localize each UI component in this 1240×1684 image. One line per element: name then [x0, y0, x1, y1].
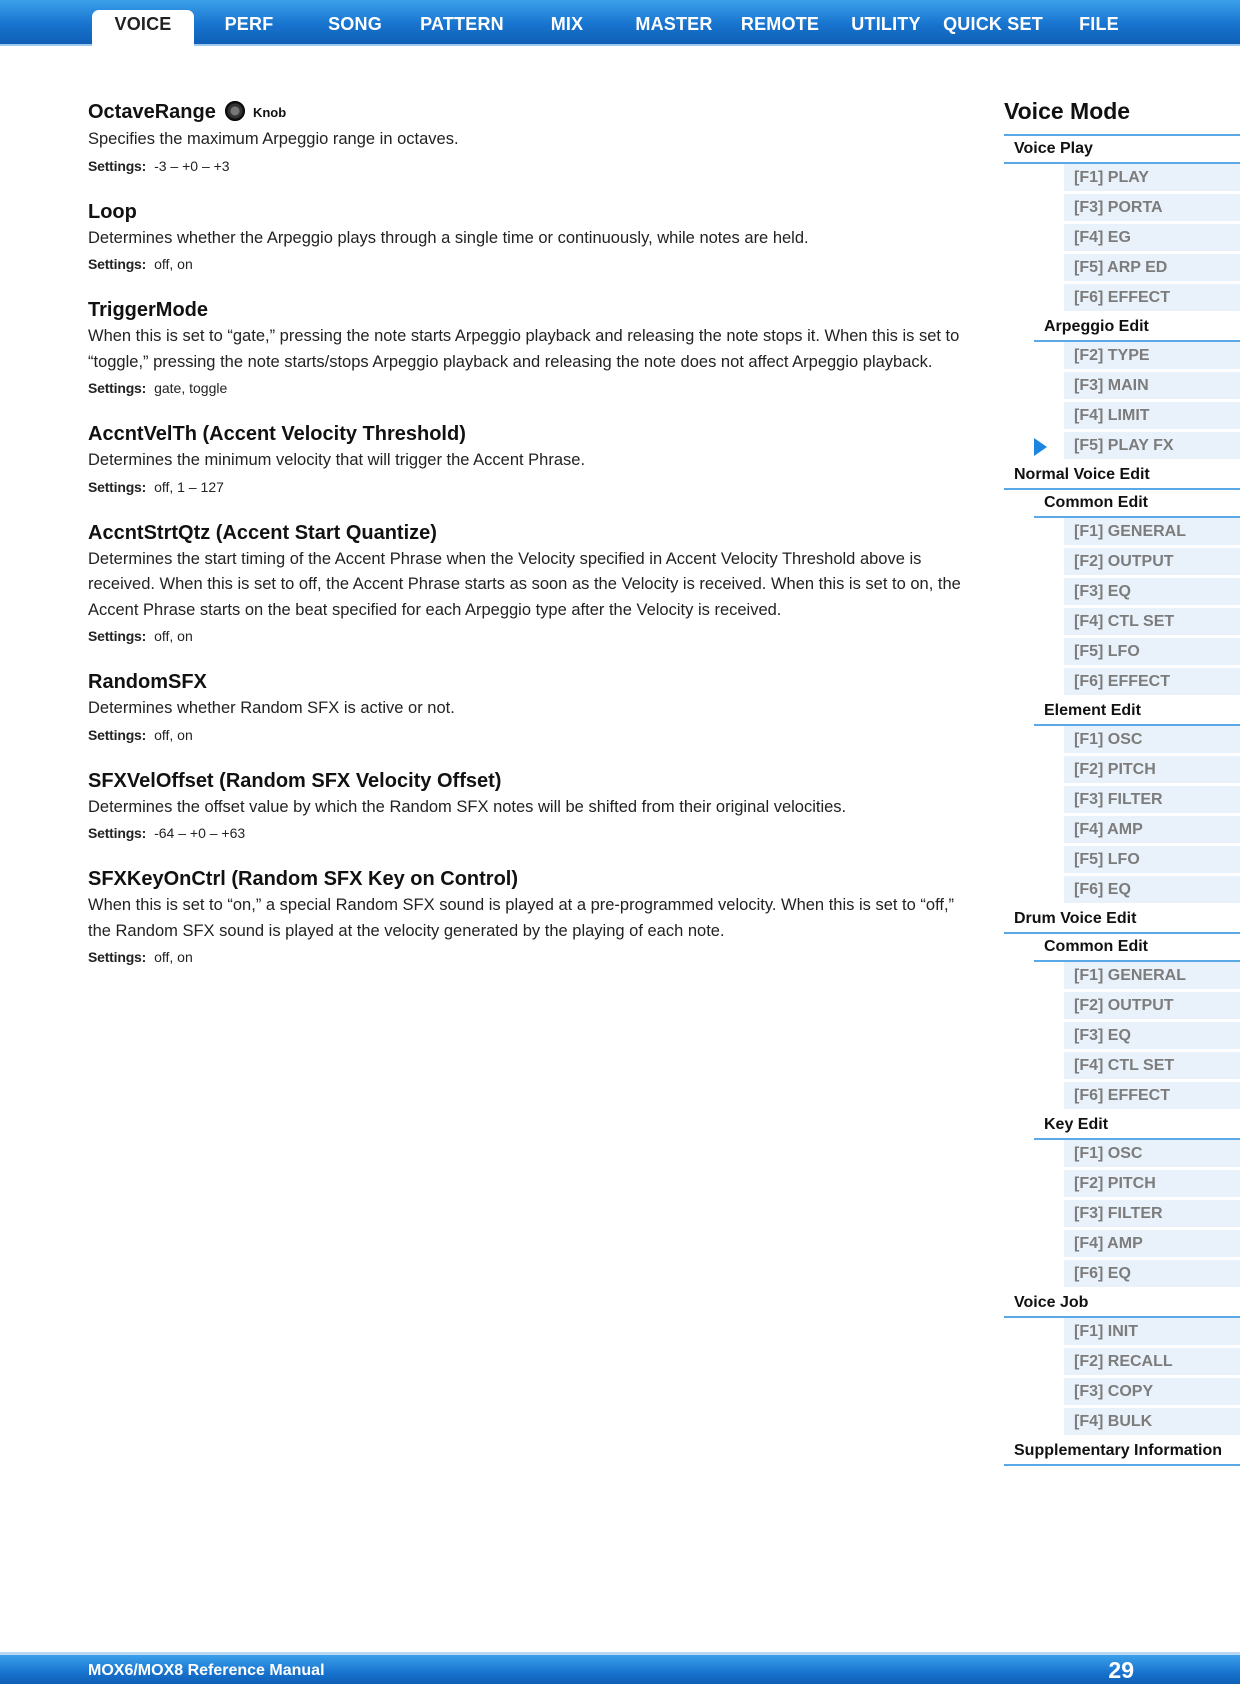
- param-description: When this is set to “on,” a special Random SFX sound is played at a pre-programmed velocity. When this is set to “off,” the Random SFX sound is played at the velocity generated by the playing of each note.: [88, 896, 955, 940]
- sidebar-item-common-edit[interactable]: Common Edit: [1034, 934, 1240, 962]
- param-description: When this is set to “gate,” pressing the note starts Arpeggio playback and releasing the note stops it. When this is set to “toggle,” pressing the note starts/stops Arpeggio playback and releasing the note does not affect Arpeggio playback.: [88, 327, 960, 371]
- sidebar-item-f1-general[interactable]: [F1] GENERAL: [1064, 518, 1240, 548]
- sidebar-item-f4-ctl-set[interactable]: [F4] CTL SET: [1064, 1052, 1240, 1082]
- param-description: Determines the minimum velocity that will trigger the Accent Phrase.: [88, 451, 586, 469]
- sidebar-item-common-edit[interactable]: Common Edit: [1034, 490, 1240, 518]
- settings-label: Settings:: [88, 825, 147, 841]
- settings-value: off, on: [154, 628, 193, 644]
- param-settings: [88, 624, 974, 648]
- param-title: OctaveRange: [88, 101, 216, 123]
- param-description: Determines the start timing of the Accent Phrase when the Velocity specified in Accent Velocity Threshold above is received. When this is set to off, the Accent Phrase starts as soon as the Velocity is received. When this is set to on, the Accent Phrase starts on the beat specified for each Arpeggio type after the Velocity is received.: [88, 549, 961, 619]
- param-trigger-mode: [88, 296, 974, 400]
- sidebar-item-arpeggio-edit[interactable]: Arpeggio Edit: [1034, 314, 1240, 342]
- param-description: Specifies the maximum Arpeggio range in octaves.: [88, 130, 459, 148]
- tab-song[interactable]: SONG: [328, 14, 382, 34]
- sidebar-item-f4-limit[interactable]: [F4] LIMIT: [1064, 402, 1240, 432]
- sidebar-item-f2-type[interactable]: [F2] TYPE: [1064, 342, 1240, 372]
- sidebar-item-f3-filter[interactable]: [F3] FILTER: [1064, 1200, 1240, 1230]
- sidebar-item-voice-play[interactable]: Voice Play: [1004, 136, 1240, 164]
- sidebar-item-f4-bulk[interactable]: [F4] BULK: [1064, 1408, 1240, 1438]
- settings-label: Settings:: [88, 478, 147, 495]
- settings-label: Settings:: [88, 256, 147, 272]
- param-sfx-velocity-offset: [88, 767, 974, 846]
- sidebar-item-f4-amp[interactable]: [F4] AMP: [1064, 816, 1240, 846]
- page-number: 29: [1108, 1657, 1134, 1683]
- tab-perf[interactable]: PERF: [224, 14, 274, 34]
- settings-label: Settings:: [88, 949, 147, 965]
- sidebar-item-drum-voice-edit[interactable]: Drum Voice Edit: [1004, 906, 1240, 934]
- param-settings: [88, 821, 974, 845]
- sidebar-item-element-edit[interactable]: Element Edit: [1034, 698, 1240, 726]
- sidebar-item-f6-eq[interactable]: [F6] EQ: [1064, 1260, 1240, 1290]
- param-accent-start-quantize: [88, 519, 974, 649]
- sidebar-nav: [1004, 96, 1240, 1466]
- settings-label: Settings:: [88, 628, 147, 644]
- sidebar-item-supplementary-information[interactable]: Supplementary Information: [1004, 1438, 1240, 1466]
- nav-list: [1004, 136, 1240, 1466]
- param-title: AccntStrtQtz (Accent Start Quantize): [88, 521, 437, 544]
- param-octave-range: [88, 98, 974, 178]
- param-loop: [88, 198, 974, 277]
- sidebar-item-f1-osc[interactable]: [F1] OSC: [1064, 1140, 1240, 1170]
- sidebar-title: Voice Mode: [1004, 96, 1240, 136]
- knob-label: Knob: [252, 105, 287, 120]
- sidebar-item-key-edit[interactable]: Key Edit: [1034, 1112, 1240, 1140]
- top-tab-bar: [0, 0, 1240, 46]
- sidebar-item-f1-init[interactable]: [F1] INIT: [1064, 1318, 1240, 1348]
- param-settings: [88, 945, 974, 969]
- sidebar-item-f2-output[interactable]: [F2] OUTPUT: [1064, 548, 1240, 578]
- param-title: SFXVelOffset (Random SFX Velocity Offset): [88, 769, 502, 792]
- settings-label: Settings:: [88, 726, 147, 743]
- param-description: Determines whether the Arpeggio plays through a single time or continuously, while notes are held.: [88, 228, 809, 247]
- sidebar-item-f2-recall[interactable]: [F2] RECALL: [1064, 1348, 1240, 1378]
- sidebar-item-f1-play[interactable]: [F1] PLAY: [1064, 164, 1240, 194]
- sidebar-item-f6-effect[interactable]: [F6] EFFECT: [1064, 668, 1240, 698]
- param-settings: [88, 723, 974, 747]
- sidebar-item-f5-arp-ed[interactable]: [F5] ARP ED: [1064, 254, 1240, 284]
- knob-icon: [225, 101, 245, 121]
- sidebar-item-f3-copy[interactable]: [F3] COPY: [1064, 1378, 1240, 1408]
- sidebar-item-f3-eq[interactable]: [F3] EQ: [1064, 578, 1240, 608]
- tab-quick-set[interactable]: QUICK SET: [943, 14, 1043, 34]
- tab-utility[interactable]: UTILITY: [851, 14, 921, 34]
- param-settings: [88, 475, 974, 499]
- sidebar-item-f2-pitch[interactable]: [F2] PITCH: [1064, 1170, 1240, 1200]
- param-settings: [88, 252, 974, 276]
- settings-label: Settings:: [88, 380, 147, 396]
- sidebar-item-f3-eq[interactable]: [F3] EQ: [1064, 1022, 1240, 1052]
- tab-voice[interactable]: VOICE: [92, 10, 194, 48]
- settings-value: off, on: [154, 949, 193, 965]
- tab-master[interactable]: MASTER: [635, 14, 713, 34]
- sidebar-item-f6-effect[interactable]: [F6] EFFECT: [1064, 1082, 1240, 1112]
- sidebar-item-f4-amp[interactable]: [F4] AMP: [1064, 1230, 1240, 1260]
- sidebar-item-f2-pitch[interactable]: [F2] PITCH: [1064, 756, 1240, 786]
- tab-remote[interactable]: REMOTE: [740, 14, 820, 34]
- sidebar-item-f2-output[interactable]: [F2] OUTPUT: [1064, 992, 1240, 1022]
- sidebar-item-f3-main[interactable]: [F3] MAIN: [1064, 372, 1240, 402]
- param-settings: [88, 376, 974, 400]
- param-title: SFXKeyOnCtrl (Random SFX Key on Control): [88, 868, 519, 890]
- param-title: TriggerMode: [88, 299, 209, 321]
- param-settings: [88, 154, 974, 178]
- sidebar-item-f5-play-fx[interactable]: [F5] PLAY FX: [1064, 432, 1240, 462]
- sidebar-item-f4-eg[interactable]: [F4] EG: [1064, 224, 1240, 254]
- settings-label: Settings:: [88, 157, 147, 174]
- param-random-sfx: [88, 668, 974, 747]
- sidebar-item-f3-filter[interactable]: [F3] FILTER: [1064, 786, 1240, 816]
- settings-value: off, 1 – 127: [154, 478, 224, 495]
- sidebar-item-normal-voice-edit[interactable]: Normal Voice Edit: [1004, 462, 1240, 490]
- tab-file[interactable]: FILE: [1079, 14, 1119, 34]
- param-title: Loop: [88, 200, 137, 223]
- settings-value: -3 – +0 – +3: [154, 157, 230, 174]
- main-content: [88, 98, 974, 989]
- settings-value: -64 – +0 – +63: [154, 825, 246, 841]
- sidebar-item-f1-general[interactable]: [F1] GENERAL: [1064, 962, 1240, 992]
- param-description: Determines the offset value by which the Random SFX notes will be shifted from their original velocities.: [88, 797, 847, 816]
- manual-title: MOX6/MOX8 Reference Manual: [88, 1662, 325, 1679]
- sidebar-item-f3-porta[interactable]: [F3] PORTA: [1064, 194, 1240, 224]
- param-description: Determines whether Random SFX is active or not.: [88, 699, 455, 717]
- sidebar-item-f5-lfo[interactable]: [F5] LFO: [1064, 638, 1240, 668]
- settings-value: gate, toggle: [154, 380, 228, 396]
- param-accent-velocity-threshold: [88, 420, 974, 499]
- sidebar-item-f6-effect[interactable]: [F6] EFFECT: [1064, 284, 1240, 314]
- param-title: AccntVelTh (Accent Velocity Threshold): [88, 423, 466, 445]
- sidebar-item-voice-job[interactable]: Voice Job: [1004, 1290, 1240, 1318]
- sidebar-item-f4-ctl-set[interactable]: [F4] CTL SET: [1064, 608, 1240, 638]
- sidebar-item-f5-lfo[interactable]: [F5] LFO: [1064, 846, 1240, 876]
- tab-pattern[interactable]: PATTERN: [420, 14, 504, 34]
- sidebar-item-f1-osc[interactable]: [F1] OSC: [1064, 726, 1240, 756]
- param-title: RandomSFX: [88, 671, 207, 693]
- sidebar-item-f6-eq[interactable]: [F6] EQ: [1064, 876, 1240, 906]
- settings-value: off, on: [154, 726, 193, 743]
- settings-value: off, on: [154, 256, 193, 272]
- footer-bar: [0, 1652, 1240, 1684]
- param-sfx-key-on-control: [88, 865, 974, 969]
- tab-mix[interactable]: MIX: [550, 14, 584, 34]
